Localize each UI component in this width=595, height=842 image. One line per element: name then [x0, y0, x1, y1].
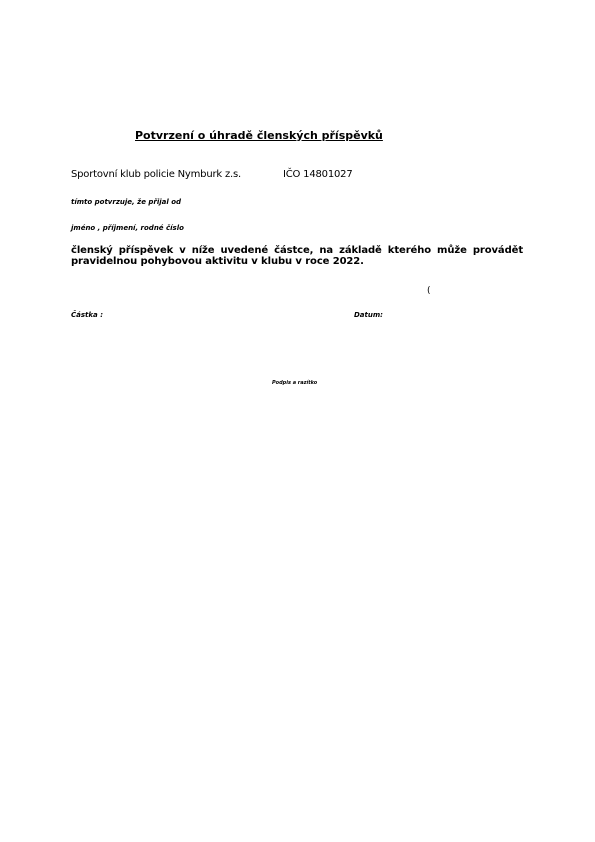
document-title: Potvrzení o úhradě členských příspěvků	[135, 129, 383, 142]
signature-label: Podpis a razítko	[272, 380, 318, 386]
membership-paragraph: členský příspěvek v níže uvedené částce, na základě kterého může provádět pravidelnou pohybovou aktivitu v klubu v roce 2022.	[71, 245, 523, 267]
club-name: Sportovní klub policie Nymburk z.s.	[71, 169, 241, 180]
confirm-line: tímto potvrzuje, že přijal od	[71, 198, 182, 206]
amount-label: Částka :	[71, 311, 103, 319]
paren-mark: (	[427, 286, 431, 296]
name-line: jméno , příjmení, rodné číslo	[71, 224, 184, 232]
club-ico: IČO 14801027	[283, 169, 353, 180]
date-label: Datum:	[354, 311, 383, 319]
